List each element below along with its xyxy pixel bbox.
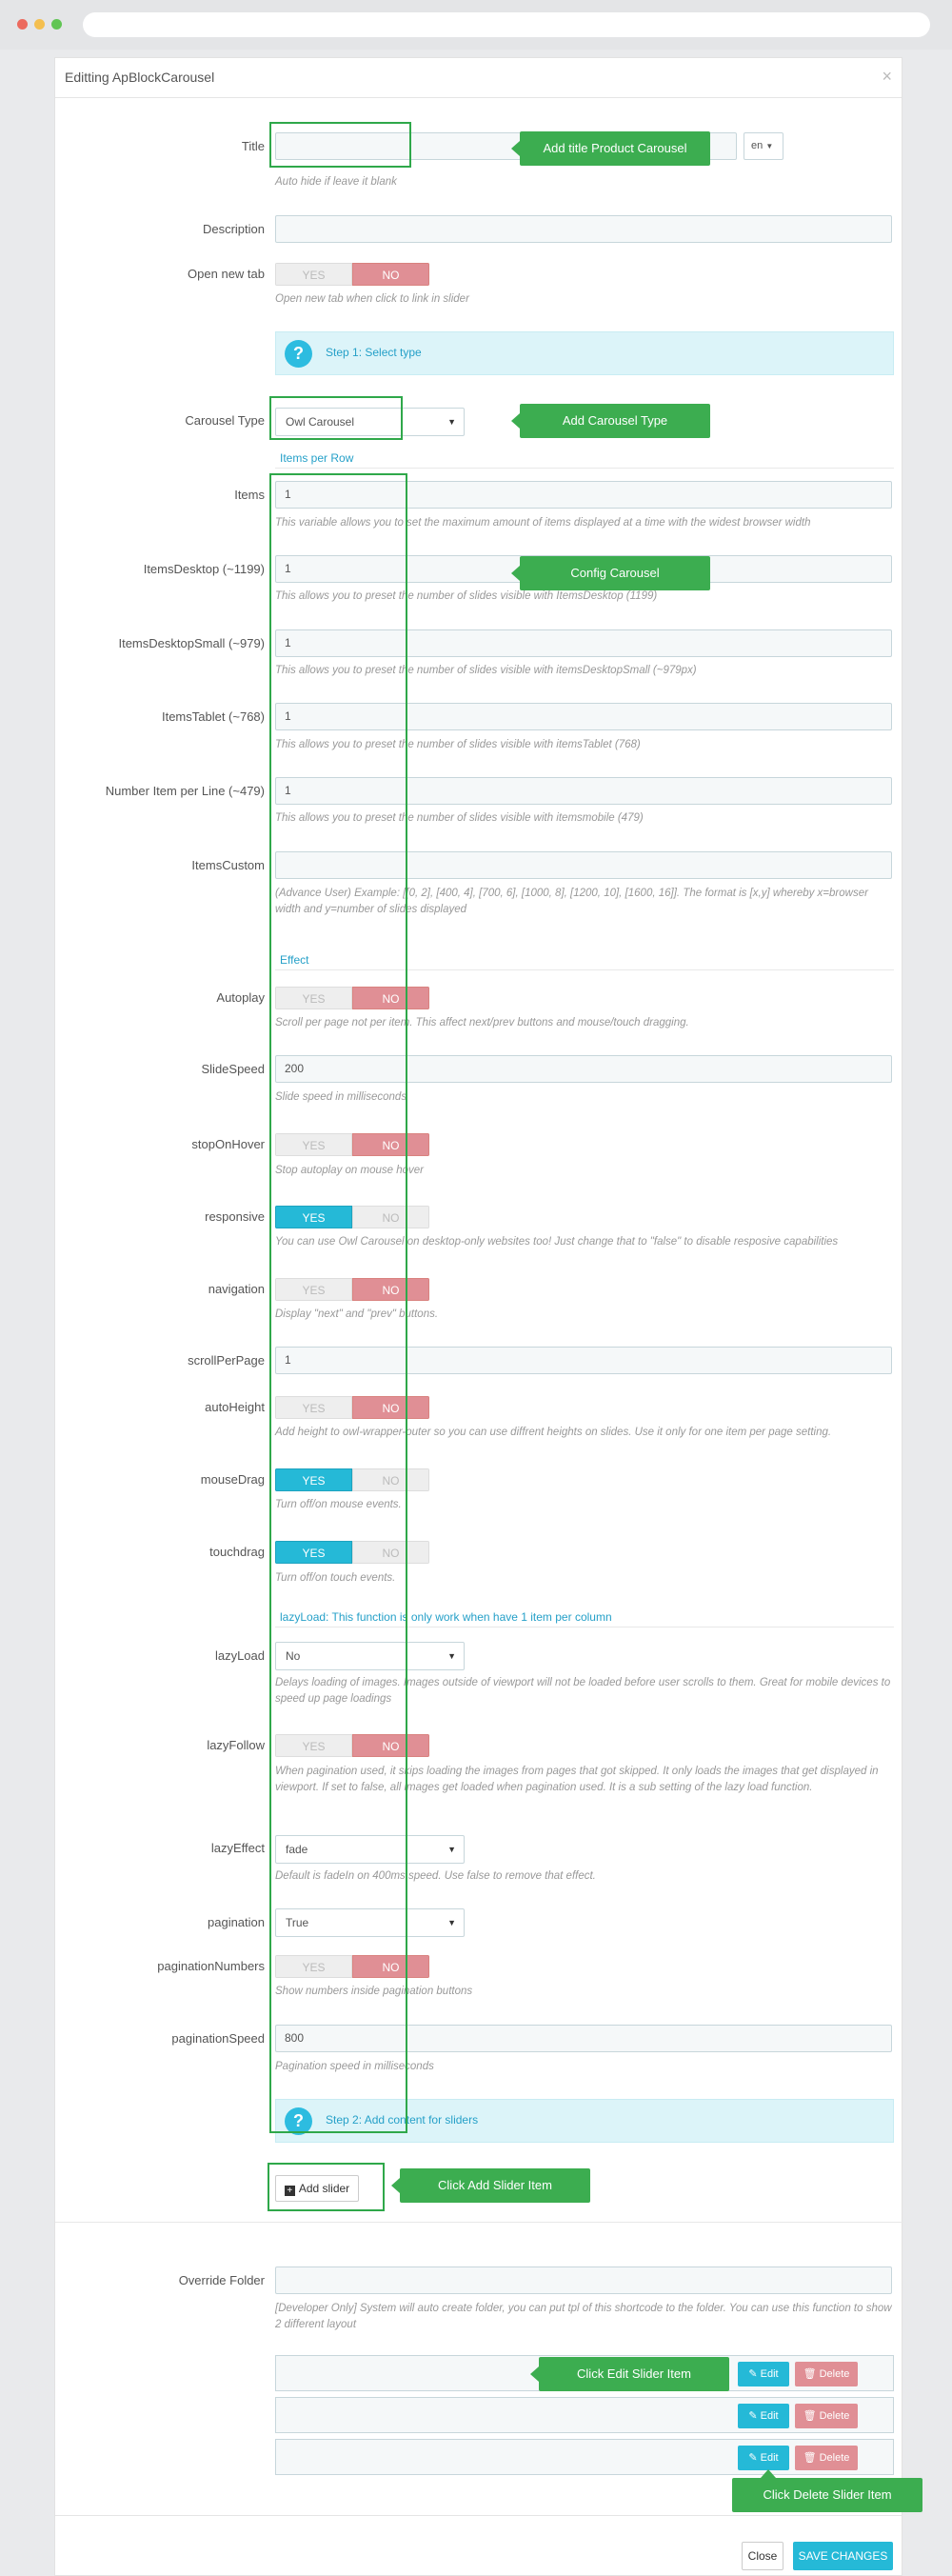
override-folder-input[interactable] [275, 2266, 892, 2294]
scroll-per-page-input[interactable]: 1 [275, 1347, 892, 1374]
lazyload-heading: lazyLoad: This function is only work when have 1 item per column [280, 1610, 612, 1624]
browser-toolbar [0, 0, 952, 50]
edit-button[interactable]: ✎ Edit [738, 2362, 789, 2386]
pagination-speed-label: paginationSpeed [171, 2031, 265, 2046]
edit-button[interactable]: ✎ Edit [738, 2446, 789, 2470]
responsive-help: You can use Owl Carousel on desktop-only websites too! Just change that to "false" to disable resposive capabilities [275, 1236, 839, 1248]
touch-drag-label: touchdrag [209, 1545, 265, 1559]
override-folder-label: Override Folder [178, 2273, 265, 2287]
navigation-help: Display "next" and "prev" buttons. [275, 1308, 439, 1320]
edit-label: Edit [760, 2452, 779, 2464]
slider-item-row [275, 2439, 894, 2475]
highlight-config [269, 473, 407, 2133]
question-icon: ? [285, 340, 312, 368]
save-changes-button[interactable]: SAVE CHANGES [793, 2542, 893, 2570]
callout-add: Click Add Slider Item [400, 2168, 590, 2203]
toggle-no[interactable]: NO [352, 1396, 429, 1419]
toggle-yes[interactable]: YES [275, 987, 352, 1009]
callout-edit: Click Edit Slider Item [539, 2357, 729, 2391]
toggle-no[interactable]: NO [352, 1541, 429, 1564]
mouse-drag-help: Turn off/on mouse events. [275, 1499, 402, 1510]
lazy-effect-help: Default is fadeIn on 400ms speed. Use false to remove that effect. [275, 1870, 596, 1882]
toggle-no[interactable]: NO [352, 1206, 429, 1228]
delete-label: Delete [819, 2410, 850, 2422]
items-desktop-help: This allows you to preset the number of slides visible with ItemsDesktop (1199) [275, 590, 658, 602]
plus-icon: + [285, 2186, 295, 2196]
lazy-load-help: Delays loading of images. Images outside of viewport will not be loaded before user scrolls to them. Great for mobile devices to speed up page loadings [275, 1677, 891, 1705]
delete-label: Delete [819, 2452, 850, 2464]
callout-title: Add title Product Carousel [520, 131, 710, 166]
highlight-add-slider [268, 2163, 385, 2211]
delete-button[interactable]: 🗑 Delete [795, 2404, 858, 2428]
items-tablet-input[interactable]: 1 [275, 703, 892, 730]
close-icon[interactable]: × [882, 67, 892, 86]
divider [275, 468, 894, 469]
slide-speed-label: SlideSpeed [201, 1062, 265, 1076]
toggle-yes[interactable]: YES [275, 1206, 352, 1228]
lazy-load-label: lazyLoad [214, 1648, 265, 1663]
items-help: This variable allows you to set the maximum amount of items displayed at a time with the widest browser width [275, 517, 811, 529]
toggle-yes[interactable]: YES [275, 1734, 352, 1757]
toggle-no[interactable]: NO [352, 987, 429, 1009]
items-label: Items [234, 488, 265, 502]
divider [55, 2222, 903, 2223]
language-value: en [751, 140, 764, 151]
minimize-window-icon[interactable] [34, 19, 45, 30]
lazy-effect-value: fade [286, 1843, 308, 1856]
toggle-no[interactable]: NO [352, 1278, 429, 1301]
question-icon: ? [285, 2107, 312, 2135]
override-folder-help: [Developer Only] System will auto create folder, you can put tpl of this shortcode to the folder. You can use this function to show 2 different layout [275, 2303, 892, 2330]
items-input[interactable]: 1 [275, 481, 892, 509]
description-label: Description [202, 222, 265, 236]
pagination-speed-input[interactable]: 800 [275, 2025, 892, 2052]
open-new-tab-label: Open new tab [188, 267, 265, 281]
add-slider-label: Add slider [298, 2182, 350, 2195]
pagination-numbers-label: paginationNumbers [157, 1959, 265, 1973]
toggle-no[interactable]: NO [352, 1133, 429, 1156]
divider [55, 2515, 902, 2516]
toggle-no[interactable]: NO [352, 263, 429, 286]
lazy-effect-label: lazyEffect [210, 1841, 265, 1855]
language-select[interactable] [744, 132, 783, 160]
lazy-follow-label: lazyFollow [207, 1738, 265, 1752]
edit-modal [54, 57, 902, 2576]
toggle-yes[interactable]: YES [275, 1278, 352, 1301]
title-help: Auto hide if leave it blank [275, 176, 397, 188]
items-mobile-help: This allows you to preset the number of slides visible with itemsmobile (479) [275, 812, 644, 824]
delete-label: Delete [819, 2368, 850, 2380]
description-input[interactable] [275, 215, 892, 243]
items-custom-help: (Advance User) Example: [[0, 2], [400, 4], [700, 6], [1000, 8], [1200, 10], [1600, 16]]. The format is [x,y] whereby x=browser width and y=number of slides displayed [275, 888, 868, 915]
chevron-down-icon: ▼ [447, 417, 456, 427]
carousel-type-label: Carousel Type [185, 413, 265, 428]
slide-speed-help: Slide speed in milliseconds [275, 1091, 407, 1103]
chevron-down-icon: ▼ [447, 1845, 456, 1854]
items-custom-label: ItemsCustom [191, 858, 265, 872]
items-tablet-label: ItemsTablet (~768) [161, 709, 265, 724]
chevron-down-icon: ▼ [447, 1918, 456, 1927]
toggle-yes[interactable]: YES [275, 1133, 352, 1156]
toggle-no[interactable]: NO [352, 1468, 429, 1491]
pagination-value: True [286, 1916, 309, 1929]
modal-title: Editting ApBlockCarousel [65, 70, 215, 85]
lazy-load-value: No [286, 1649, 301, 1663]
touch-drag-help: Turn off/on touch events. [275, 1572, 396, 1584]
items-mobile-label: Number Item per Line (~479) [105, 784, 265, 798]
auto-height-label: autoHeight [205, 1400, 265, 1414]
open-new-tab-help: Open new tab when click to link in slider [275, 293, 469, 305]
stop-on-hover-help: Stop autoplay on mouse hover [275, 1165, 424, 1176]
items-desktop-small-help: This allows you to preset the number of slides visible with itemsDesktopSmall (~979px) [275, 665, 697, 676]
edit-label: Edit [760, 2368, 779, 2380]
items-desktop-input[interactable]: 1 [275, 555, 892, 583]
toggle-no[interactable]: NO [352, 1734, 429, 1757]
step1-panel [275, 331, 894, 375]
items-desktop-label: ItemsDesktop (~1199) [143, 562, 265, 576]
modal-header [55, 58, 902, 98]
stop-on-hover-label: stopOnHover [191, 1137, 265, 1151]
navigation-label: navigation [208, 1282, 265, 1296]
responsive-label: responsive [205, 1209, 265, 1224]
maximize-window-icon[interactable] [51, 19, 62, 30]
toggle-no[interactable]: NO [352, 1955, 429, 1978]
open-new-tab-toggle[interactable] [275, 263, 429, 286]
callout-config: Config Carousel [520, 556, 710, 590]
pagination-numbers-help: Show numbers inside pagination buttons [275, 1986, 473, 1997]
chevron-down-icon: ▼ [765, 142, 774, 150]
scroll-per-page-label: scrollPerPage [188, 1353, 265, 1368]
slide-speed-input[interactable]: 200 [275, 1055, 892, 1083]
title-label: Title [241, 139, 265, 153]
edit-label: Edit [760, 2410, 779, 2422]
items-desktop-small-label: ItemsDesktopSmall (~979) [118, 636, 265, 650]
toggle-yes[interactable]: YES [275, 1541, 352, 1564]
address-bar[interactable] [83, 12, 930, 37]
lazy-follow-help: When pagination used, it skips loading the images from pages that got skipped. It only loads the images that get displayed in viewport. If set to false, all images get loaded when pagination used. It is a sub setting of the lazy load function. [275, 1766, 879, 1793]
auto-height-help: Add height to owl-wrapper-outer so you can use diffrent heights on slides. Use it only for one item per page setting. [275, 1427, 832, 1438]
highlight-title [269, 122, 411, 168]
toggle-yes[interactable]: YES [275, 263, 352, 286]
highlight-carousel-type [269, 396, 403, 440]
items-mobile-input[interactable]: 1 [275, 777, 892, 805]
close-window-icon[interactable] [17, 19, 28, 30]
toggle-yes[interactable]: YES [275, 1955, 352, 1978]
pagination-speed-help: Pagination speed in milliseconds [275, 2061, 434, 2072]
autoplay-label: Autoplay [216, 990, 265, 1005]
items-per-row-heading: Items per Row [280, 451, 354, 465]
callout-delete: Click Delete Slider Item [732, 2478, 922, 2512]
close-button[interactable]: Close [742, 2542, 783, 2570]
effect-heading: Effect [280, 953, 309, 967]
pagination-label: pagination [208, 1915, 265, 1929]
step1-text: Step 1: Select type [326, 346, 422, 359]
toggle-yes[interactable]: YES [275, 1396, 352, 1419]
callout-carousel-type: Add Carousel Type [520, 404, 710, 438]
chevron-down-icon: ▼ [447, 1651, 456, 1661]
mouse-drag-label: mouseDrag [200, 1472, 265, 1487]
delete-button[interactable]: 🗑 Delete [795, 2362, 858, 2386]
step2-text: Step 2: Add content for sliders [326, 2113, 479, 2127]
items-desktop-small-input[interactable]: 1 [275, 629, 892, 657]
items-tablet-help: This allows you to preset the number of slides visible with itemsTablet (768) [275, 739, 641, 750]
slider-item-row [275, 2397, 894, 2433]
carousel-type-value: Owl Carousel [286, 415, 355, 429]
delete-button[interactable]: 🗑 Delete [795, 2446, 858, 2470]
edit-button[interactable]: ✎ Edit [738, 2404, 789, 2428]
autoplay-help: Scroll per page not per item. This affect next/prev buttons and mouse/touch dragging. [275, 1017, 689, 1028]
toggle-yes[interactable]: YES [275, 1468, 352, 1491]
